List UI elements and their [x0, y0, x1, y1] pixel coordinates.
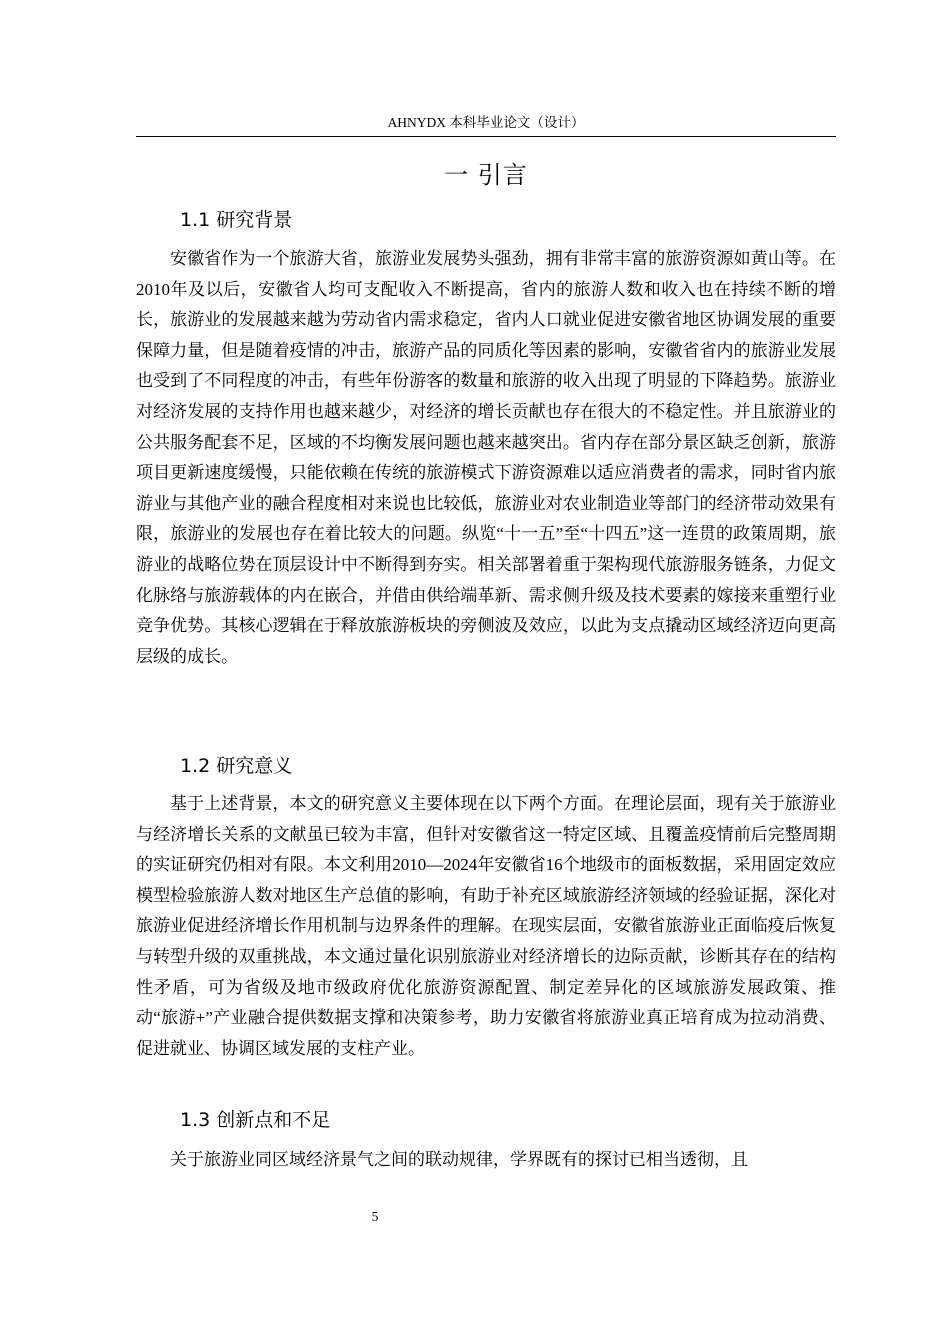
header-rule [136, 136, 836, 137]
section-heading-1-3: 1.3 创新点和不足 [180, 1109, 331, 1131]
paragraph-innovation: 关于旅游业同区域经济景气之间的联动规律，学界既有的探讨已相当透彻，且 [170, 1150, 748, 1169]
paragraph-significance: 基于上述背景，本文的研究意义主要体现在以下两个方面。在理论层面，现有关于旅游业与经济增长关系的文献虽已较为丰富，但针对安徽省这一特定区域、且覆盖疫情前后完整周期的实证研究仍相对有限。本文利用2010—2024年安徽省16个地级市的面板数据，采用固定效应模型检验旅游人数对地区生产总值的影响，有助于补充区域旅游经济领域的经验证据，深化对旅游业促进经济增长作用机制与边界条件的理解。在现实层面，安徽省旅游业正面临疫后恢复与转型升级的双重挑战，本文通过量化识别旅游业对经济增长的边际贡献，诊断其存在的结构性矛盾，可为省级及地市级政府优化旅游资源配置、制定差异化的区域旅游发展政策、推动“旅游+”产业融合提供数据支撑和决策参考，助力安徽省将旅游业真正培育成为拉动消费、促进就业、协调区域发展的支柱产业。 [136, 794, 836, 1058]
chapter-title: 一 引言 [444, 161, 528, 189]
page-number: 5 [371, 1209, 379, 1224]
running-header: AHNYDX 本科毕业论文（设计） [387, 115, 585, 130]
paragraph-background: 安徽省作为一个旅游大省，旅游业发展势头强劲，拥有非常丰富的旅游资源如黄山等。在2010年及以后，安徽省人均可支配收入不断提高，省内的旅游人数和收入也在持续不断的增长，旅游业的发展越来越为劳动省内需求稳定，省内人口就业促进安徽省地区协调发展的重要保障力量，但是随着疫情的冲击，旅游产品的同质化等因素的影响，安徽省省内的旅游业发展也受到了不同程度的冲击，有些年份游客的数量和旅游的收入出现了明显的下降趋势。旅游业对经济发展的支持作用也越来越少，对经济的增长贡献也存在很大的不稳定性。并且旅游业的公共服务配套不足，区域的不均衡发展问题也越来越突出。省内存在部分景区缺乏创新，旅游项目更新速度缓慢，只能依赖在传统的旅游模式下游资源难以适应消费者的需求，同时省内旅游业与其他产业的融合程度相对来说也比较低，旅游业对农业制造业等部门的经济带动效果有限，旅游业的发展也存在着比较大的问题。纵览“十一五”至“十四五”这一连贯的政策周期，旅游业的战略位势在顶层设计中不断得到夯实。相关部署着重于架构现代旅游服务链条，力促文化脉络与旅游载体的内在嵌合，并借由供给端革新、需求侧升级及技术要素的嫁接来重塑行业竞争优势。其核心逻辑在于释放旅游板块的旁侧波及效应，以此为支点撬动区域经济迈向更高层级的成长。 [136, 249, 836, 666]
section-heading-1-2: 1.2 研究意义 [180, 755, 293, 777]
section-heading-1-1: 1.1 研究背景 [180, 209, 293, 231]
